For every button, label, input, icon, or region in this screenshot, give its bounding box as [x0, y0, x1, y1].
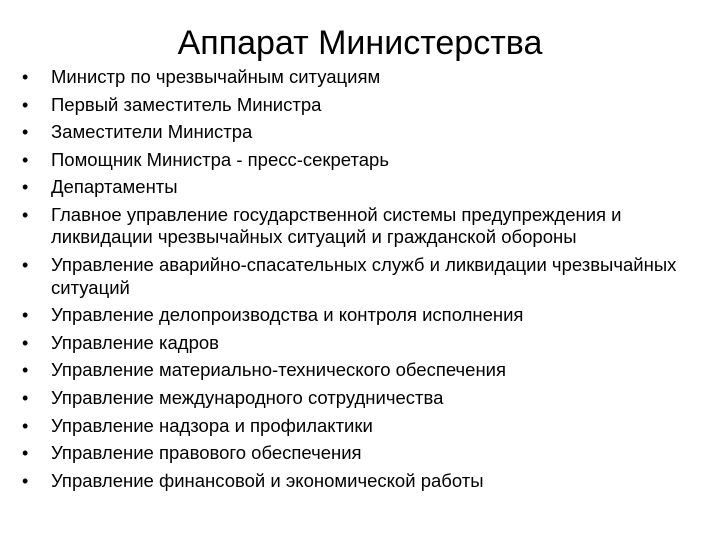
bullet-icon: •	[22, 94, 29, 115]
list-item	[22, 149, 682, 172]
bullet-icon: •	[22, 149, 29, 170]
bullet-icon: •	[22, 470, 29, 491]
list-item	[22, 442, 682, 465]
list-item	[22, 359, 682, 382]
list-item-text: Управление материально-технического обеспечения	[51, 359, 507, 381]
bullet-icon: •	[22, 204, 29, 225]
list-item-text: Заместители Министра	[51, 121, 253, 143]
list-item-text: Помощник Министра - пресс-секретарь	[51, 148, 389, 170]
bullet-icon: •	[22, 360, 29, 381]
list-item-text: Управление кадров	[51, 331, 219, 353]
list-item	[22, 304, 682, 327]
list-item	[22, 204, 682, 249]
list-item	[22, 470, 682, 493]
bullet-icon: •	[22, 415, 29, 436]
list-item	[22, 66, 682, 89]
bullet-icon: •	[22, 332, 29, 353]
list-item	[22, 121, 682, 144]
bullet-icon: •	[22, 387, 29, 408]
bullet-icon: •	[22, 177, 29, 198]
slide-title: Аппарат Министерства	[177, 24, 543, 62]
bullet-icon: •	[22, 305, 29, 326]
list-item	[22, 94, 682, 117]
list-item	[22, 415, 682, 438]
list-item-text: Управление делопроизводства и контроля исполнения	[51, 304, 524, 326]
bullet-icon: •	[22, 443, 29, 464]
list-item	[22, 254, 682, 299]
list-item-text: Главное управление государственной системы предупреждения и ликвидации чрезвычайных ситуаций и гражданской обороны	[51, 203, 622, 248]
list-item-text: Управление аварийно-спасательных служб и ликвидации чрезвычайных ситуаций	[51, 254, 677, 298]
list-item-text: Министр по чрезвычайным ситуациям	[51, 66, 381, 87]
bullet-icon: •	[22, 67, 29, 87]
list-item-text: Управление международного сотрудничества	[51, 386, 444, 408]
list-item-text: Управление надзора и профилактики	[51, 414, 373, 436]
list-item	[22, 387, 682, 410]
list-item-text: Управление финансовой и экономической работы	[51, 469, 484, 491]
list-item-text: Департаменты	[51, 176, 178, 198]
list-item	[22, 176, 682, 199]
list-item	[22, 332, 682, 355]
list-item-text: Первый заместитель Министра	[51, 93, 322, 115]
bullet-icon: •	[22, 255, 29, 276]
bullet-icon: •	[22, 122, 29, 143]
bullet-list	[22, 66, 682, 497]
list-item-text: Управление правового обеспечения	[51, 442, 362, 464]
